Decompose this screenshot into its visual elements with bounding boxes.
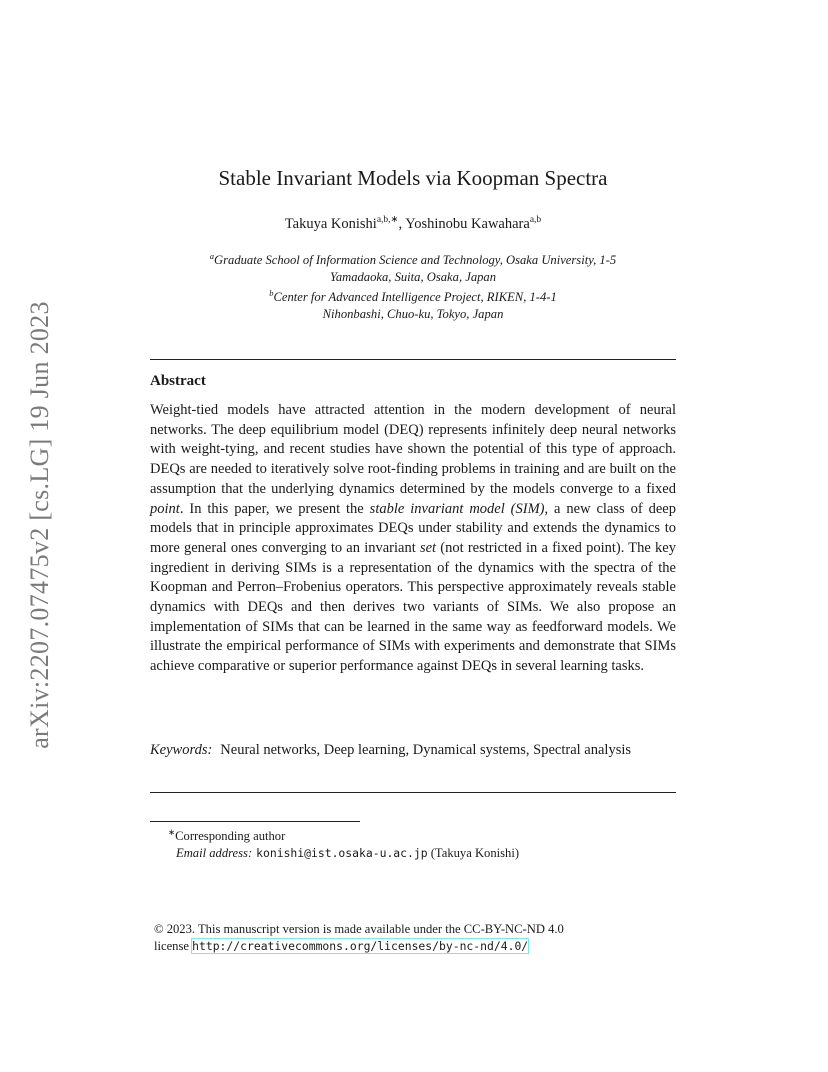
email-address: konishi@ist.osaka-u.ac.jp — [256, 845, 428, 860]
license-line — [150, 938, 676, 955]
email-label: Email address: — [176, 845, 253, 860]
email-owner: (Takuya Konishi) — [427, 845, 520, 860]
abstract-top-rule — [150, 359, 676, 360]
license-link[interactable]: http://creativecommons.org/licenses/by-nc-nd/4.0/ — [192, 939, 529, 953]
abstract-emphasis: stable invariant model (SIM) — [369, 500, 545, 517]
affiliation-line: Yamadaoka, Suita, Osaka, Japan — [329, 269, 497, 284]
footnote-mark: ∗ — [168, 827, 176, 837]
abstract-emphasis: set — [419, 539, 437, 556]
affiliation-b — [160, 285, 666, 306]
abstract-segment: , a new class of deep models that in principle approximates DEQs under stability and extends the dynamics to more general ones converging to an invariant — [150, 500, 676, 556]
abstract-segment: . In this paper, we present the — [179, 500, 370, 517]
paper-title: Stable Invariant Models via Koopman Spectra — [218, 166, 608, 190]
footnote-rule — [150, 821, 360, 822]
abstract-segment: Weight-tied models have attracted attention in the modern development of neural networks. The deep equilibrium model (DEQ) represents infinitely deep neural networks with weight-tying, and recent studies have shown the potential of this type of approach. DEQs are needed to iteratively solve root-finding problems in training and are built on the assumption that the underlying dynamics determined by the models converge to a fixed — [150, 402, 676, 497]
footnote-corresponding — [150, 824, 676, 845]
affiliation-line: Graduate School of Information Science and Technology, Osaka University, 1-5 — [214, 253, 617, 268]
keywords-label: Keywords: — [150, 742, 213, 758]
license-prefix: license — [154, 939, 193, 953]
abstract-bottom-rule — [150, 792, 676, 793]
author-separator: , — [398, 215, 406, 232]
author-affiliation-marks: a,b,∗ — [376, 215, 399, 225]
affiliation-mark: b — [269, 288, 274, 299]
abstract-heading: Abstract — [150, 373, 206, 389]
footnote-email — [150, 845, 676, 862]
affiliation-line: Center for Advanced Intelligence Project, RIKEN, 1-4-1 — [273, 290, 557, 305]
license-notice — [150, 921, 676, 955]
author-name: Yoshinobu Kawahara — [405, 215, 530, 232]
license-line: © 2023. This manuscript version is made available under the CC-BY-NC-ND 4.0 — [154, 922, 564, 936]
abstract-segment: (not restricted in a fixed point). The key ingredient in deriving SIMs is a representation of the dynamics with the spectra of the Koopman and Perron–Frobenius operators. This perspective approximately reveals stable dynamics with DEQs and then derives two variants of SIMs. We also propose an implementation of SIMs that can be learned in the same way as feedforward models. We illustrate the empirical performance of SIMs with experiments and demonstrate that SIMs achieve comparative or superior performance against DEQs in several learning tasks. — [150, 539, 676, 675]
author-name: Takuya Konishi — [284, 215, 377, 232]
affiliation-mark: a — [209, 251, 215, 261]
author-affiliation-marks: a,b — [529, 215, 542, 225]
keywords — [150, 741, 676, 761]
abstract-text — [150, 401, 676, 677]
author-list — [150, 214, 676, 233]
arxiv-identifier-text: arXiv:2207.07475v2 [cs.LG] 19 Jun 2023 — [25, 301, 55, 749]
abstract-emphasis: point — [150, 500, 180, 517]
footnote-corresponding-text: Corresponding author — [175, 829, 286, 844]
footnote — [150, 824, 676, 862]
keywords-text: Neural networks, Deep learning, Dynamical systems, Spectral analysis — [220, 742, 632, 758]
affiliation-a — [160, 248, 666, 269]
affiliation-line: Nihonbashi, Chuo-ku, Tokyo, Japan — [322, 307, 504, 322]
affiliations — [160, 248, 666, 323]
arxiv-side-identifier — [20, 290, 60, 760]
